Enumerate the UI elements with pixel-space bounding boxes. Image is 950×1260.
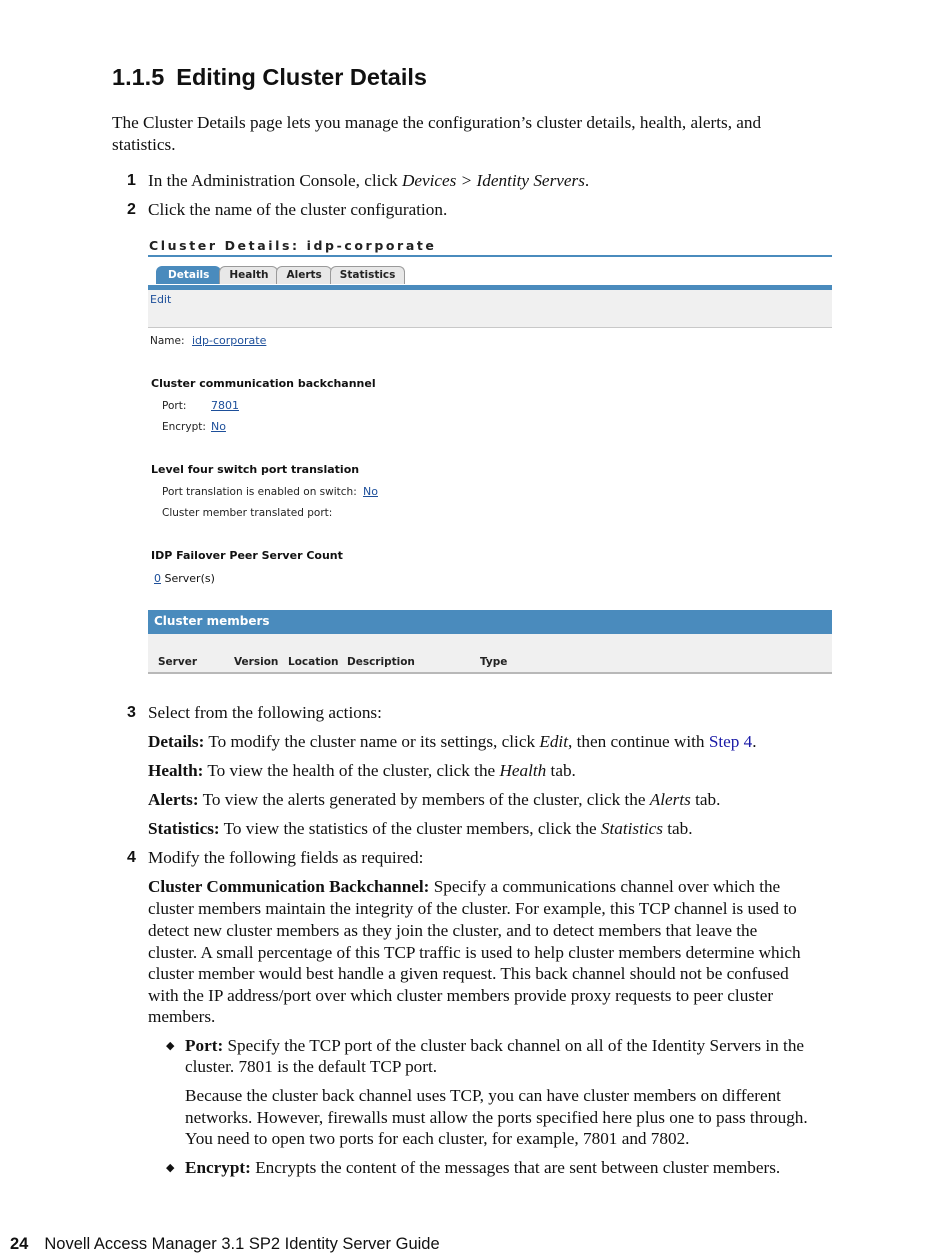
action-details: Details: To modify the cluster name or its settings, click Edit, then continue with Step 4. <box>148 732 757 751</box>
l4-enabled-label: Port translation is enabled on switch: <box>162 486 357 498</box>
encrypt-label: Encrypt: <box>162 421 206 433</box>
name-value-link[interactable]: idp-corporate <box>192 334 267 347</box>
cluster-members-title: Cluster members <box>154 614 270 628</box>
tab-alerts[interactable]: Alerts <box>276 266 331 284</box>
step-3-text: Select from the following actions: <box>148 703 382 722</box>
menu-path: Devices > Identity Servers <box>401 171 585 190</box>
failover-count-link[interactable]: 0 <box>154 572 161 585</box>
ccb-line-5: cluster member would best handle a given request. This back channel should not be confused <box>148 964 789 983</box>
name-label: Name: <box>150 335 185 347</box>
step-2-number: 2 <box>127 201 136 218</box>
tab-details[interactable]: Details <box>156 266 221 284</box>
l4-port-label: Cluster member translated port: <box>162 507 333 519</box>
ccb-line-6: with the IP address/port over which cluster members provide proxy requests to peer cluster <box>148 986 774 1005</box>
step-4-text: Modify the following fields as required: <box>148 848 424 867</box>
port-value-link[interactable]: 7801 <box>211 399 239 412</box>
backchannel-heading: Cluster communication backchannel <box>151 377 376 390</box>
failover-heading: IDP Failover Peer Server Count <box>151 549 343 562</box>
ccb-line-3: detect new cluster members as they join the cluster, and to detect members that leave the <box>148 921 758 940</box>
col-description: Description <box>347 656 415 668</box>
port-note-line-2: networks. However, firewalls must allow the ports specified here plus one to pass through. <box>185 1108 808 1127</box>
tab-bar <box>156 266 403 285</box>
step-1-text: In the Administration Console, click Devices > Identity Servers. <box>148 171 590 190</box>
col-location: Location <box>288 656 339 668</box>
intro-line-2: statistics. <box>112 135 176 154</box>
encrypt-value-link[interactable]: No <box>211 420 226 433</box>
section-number: 1.1.5 <box>112 64 165 90</box>
tab-health[interactable]: Health <box>219 266 278 284</box>
page-footer <box>10 1235 440 1254</box>
step-4-link[interactable]: Step 4 <box>708 732 753 751</box>
col-type: Type <box>480 656 508 668</box>
section-title: Editing Cluster Details <box>176 64 427 90</box>
port-line-2: cluster. 7801 is the default TCP port. <box>185 1057 438 1076</box>
action-health: Health: To view the health of the cluster, click the Health tab. <box>148 761 576 780</box>
cluster-details-screenshot <box>148 236 832 676</box>
ccb-line-1: Cluster Communication Backchannel: Specify a communications channel over which the <box>148 877 781 896</box>
port-note-line-3: You need to open two ports for each cluster, for example, 7801 and 7802. <box>185 1129 690 1148</box>
col-server: Server <box>158 656 198 668</box>
step-2-text: Click the name of the cluster configuration. <box>148 200 448 219</box>
cluster-members-table <box>148 634 832 674</box>
tab-statistics[interactable]: Statistics <box>330 266 406 284</box>
port-label: Port: <box>162 400 187 412</box>
action-statistics: Statistics: To view the statistics of the cluster members, click the Statistics tab. <box>148 819 693 838</box>
step-3-number: 3 <box>127 704 136 721</box>
port-line-1: Port: Specify the TCP port of the cluster back channel on all of the Identity Servers in the <box>185 1036 805 1055</box>
cluster-members-header <box>148 610 832 634</box>
action-alerts: Alerts: To view the alerts generated by members of the cluster, click the Alerts tab. <box>148 790 721 809</box>
col-version: Version <box>234 656 279 668</box>
failover-count: 0 Server(s) <box>154 572 215 585</box>
section-heading <box>112 64 427 91</box>
title-divider <box>148 255 832 257</box>
l4-enabled-link[interactable]: No <box>363 485 378 498</box>
edit-toolbar <box>148 290 832 328</box>
port-note-line-1: Because the cluster back channel uses TCP, you can have cluster members on different <box>185 1086 781 1105</box>
encrypt-line: Encrypt: Encrypts the content of the messages that are sent between cluster members. <box>185 1158 781 1177</box>
intro-line-1: The Cluster Details page lets you manage the configuration’s cluster details, health, alerts, and <box>112 113 762 132</box>
ccb-line-2: cluster members maintain the integrity of the cluster. For example, this TCP channel is used to <box>148 899 797 918</box>
page-number: 24 <box>10 1235 29 1253</box>
screenshot-title: Cluster Details: idp-corporate <box>149 238 437 253</box>
l4-heading: Level four switch port translation <box>151 463 360 476</box>
step-1-number: 1 <box>127 172 136 189</box>
bullet-diamond-icon: ◆ <box>166 1040 175 1052</box>
step-4-number: 4 <box>127 849 136 866</box>
edit-link[interactable]: Edit <box>150 293 172 306</box>
footer-title: Novell Access Manager 3.1 SP2 Identity Server Guide <box>44 1235 440 1253</box>
bullet-diamond-icon: ◆ <box>166 1162 175 1174</box>
ccb-line-4: cluster. A small percentage of this TCP traffic is used to help cluster members determine which <box>148 943 801 962</box>
ccb-line-7: members. <box>148 1007 216 1026</box>
